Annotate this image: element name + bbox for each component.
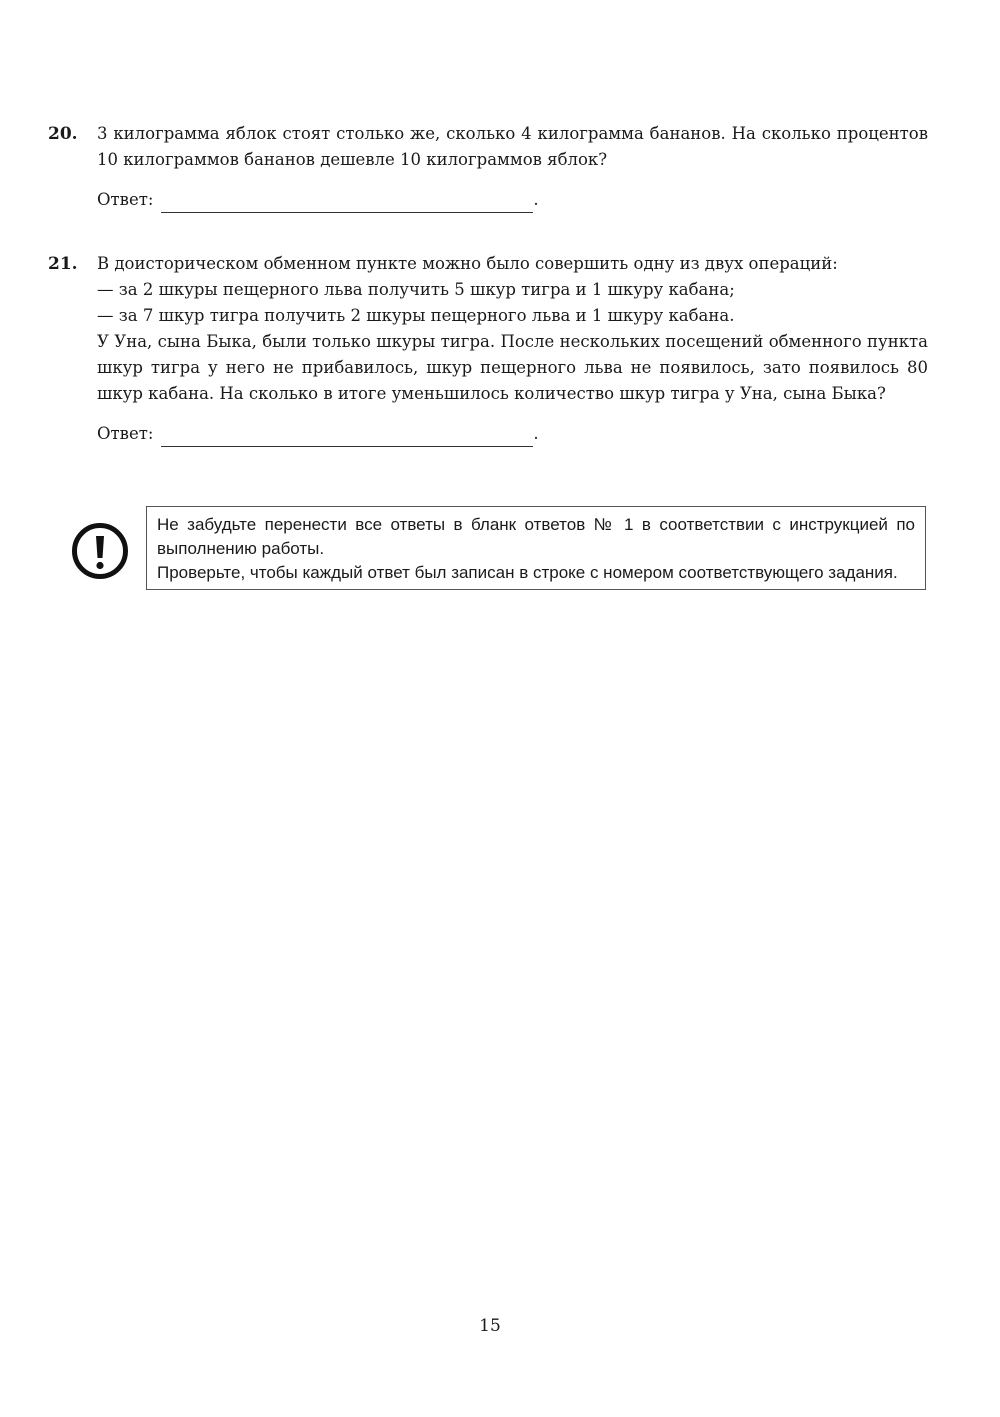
problem-text	[97, 251, 928, 407]
problem-statement: 3 килограмма яблок стоят столько же, сколько 4 килограмма бананов. На сколько процентов 10 килограммов бананов дешевле 10 килограммов яблок?	[97, 124, 928, 169]
answer-row	[97, 187, 928, 213]
answer-row	[97, 421, 928, 447]
page-number: 15	[479, 1316, 501, 1336]
problem-number: 20.	[48, 124, 78, 144]
problem-20	[48, 121, 928, 213]
problem-intro: В доисторическом обменном пункте можно было совершить одну из двух операций:	[97, 254, 838, 273]
problem-21	[48, 251, 928, 447]
problem-question: У Уна, сына Быка, были только шкуры тигра. После нескольких посещений обменного пункта шкур тигра у него не прибавилось, шкур пещерного льва не появилось, зато появилось 80 шкур кабана. На сколько в итоге уменьшилось количество шкур тигра у Уна, сына Быка?	[97, 332, 928, 403]
answer-period: .	[533, 424, 539, 443]
operation-2: — за 7 шкур тигра получить 2 шкуры пещерного льва и 1 шкуру кабана.	[97, 306, 735, 325]
problem-number: 21.	[48, 254, 78, 274]
notice-line-2: Проверьте, чтобы каждый ответ был записан в строке с номером соответствующего задания.	[157, 563, 898, 582]
answer-blank-line[interactable]	[161, 194, 533, 213]
notice-line-1: Не забудьте перенести все ответы в бланк ответов № 1 в соответствии с инструкцией по выполнению работы.	[157, 515, 915, 558]
answer-blank-line[interactable]	[161, 428, 533, 447]
problem-text	[97, 121, 928, 173]
answer-period: .	[533, 190, 539, 209]
answer-label: Ответ:	[97, 190, 154, 209]
exclamation-circle-icon	[71, 522, 129, 580]
operation-1: — за 2 шкуры пещерного льва получить 5 шкур тигра и 1 шкуру кабана;	[97, 280, 735, 299]
answer-label: Ответ:	[97, 424, 154, 443]
notice-box	[146, 506, 926, 590]
